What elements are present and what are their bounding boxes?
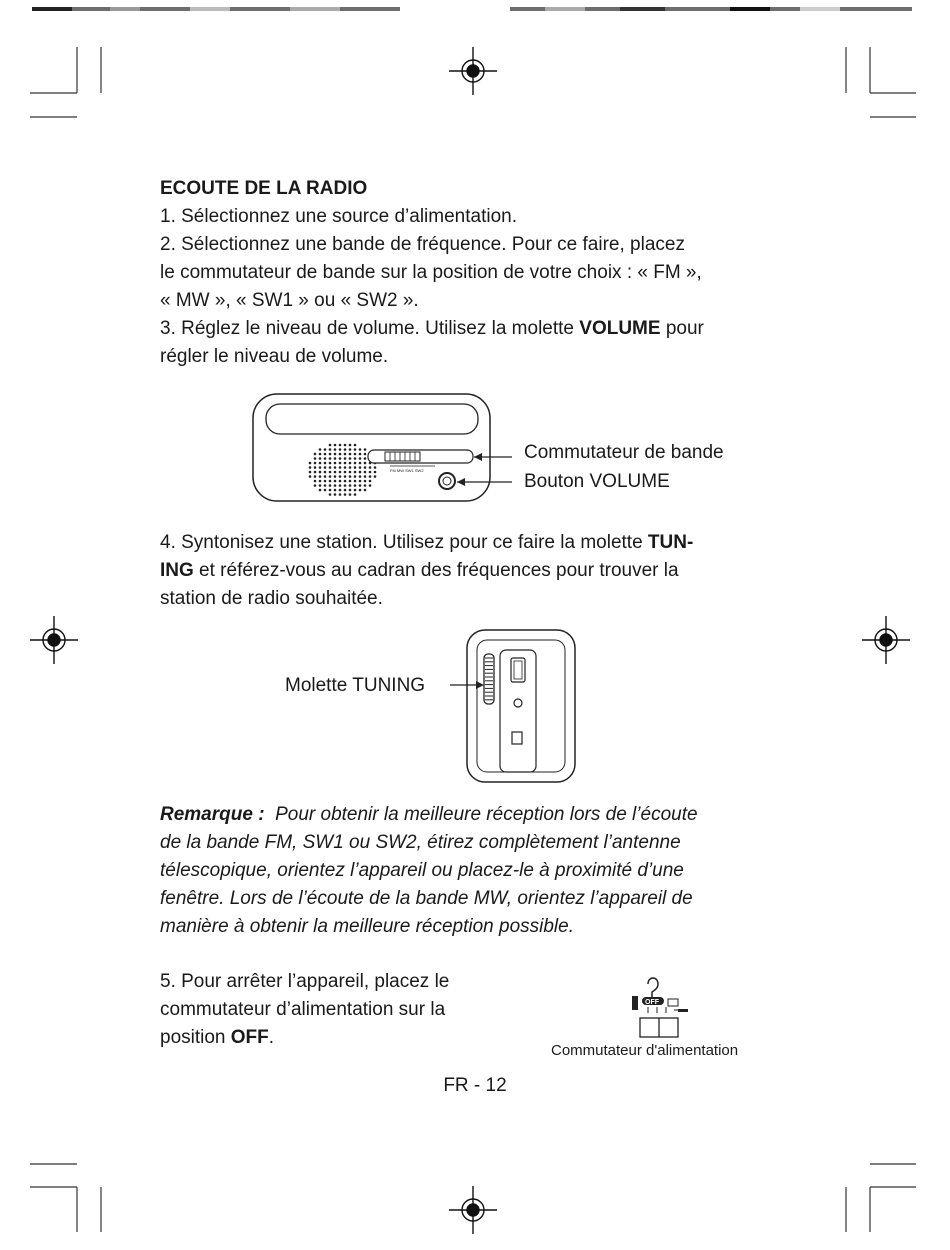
step-4 [160, 529, 800, 613]
note-line-2: de la bande FM, SW1 ou SW2, étirez complètement l’antenne [160, 832, 681, 853]
note-line-4: fenêtre. Lors de l’écoute de la bande MW, orientez l’appareil de [160, 888, 693, 909]
steps-1-3 [160, 175, 800, 371]
power-switch-illustration [618, 970, 718, 1040]
power-switch-label: Commutateur d'alimentation [551, 1042, 739, 1059]
note-line-3: télescopique, orientez l’appareil ou placez-le à proximité d’une [160, 860, 684, 881]
step-5-line-3: position OFF. [160, 1027, 275, 1048]
step-3-line-1: 3. Réglez le niveau de volume. Utilisez la molette VOLUME pour [160, 318, 704, 339]
step-2-line-1: 2. Sélectionnez une bande de fréquence. Pour ce faire, placez [160, 234, 685, 255]
band-switch-label: Commutateur de bande [524, 442, 724, 463]
step-2-line-3: « MW », « SW1 » ou « SW2 ». [160, 290, 419, 311]
step-5 [160, 968, 540, 1052]
note [160, 801, 800, 941]
note-label: Remarque : [160, 804, 265, 825]
step-4-line-3: station de radio souhaitée. [160, 588, 383, 609]
power-off-text: OFF [645, 999, 659, 1006]
note-line-1: Remarque : Pour obtenir la meilleure réception lors de l’écoute [160, 804, 698, 825]
step-2-line-2: le commutateur de bande sur la position de votre choix : « FM », [160, 262, 702, 283]
step-5-line-2: commutateur d’alimentation sur la [160, 999, 446, 1020]
tuning-wheel-label: Molette TUNING [285, 675, 426, 696]
step-4-line-2: ING et référez-vous au cadran des fréquences pour trouver la [160, 560, 679, 581]
step-4-line-1: 4. Syntonisez une station. Utilisez pour ce faire la molette TUN- [160, 532, 694, 553]
tuning-side-illustration [440, 628, 740, 788]
section-title: ECOUTE DE LA RADIO [160, 178, 368, 199]
note-line-5: manière à obtenir la meilleure réception possible. [160, 916, 575, 937]
volume-knob-label: Bouton VOLUME [524, 471, 670, 492]
page-number: FR - 12 [443, 1075, 507, 1096]
svg-text:FM MW SW1 SW2: FM MW SW1 SW2 [390, 468, 424, 473]
step-5-line-1: 5. Pour arrêter l’appareil, placez le [160, 971, 450, 992]
step-3-line-2: régler le niveau de volume. [160, 346, 389, 367]
step-1: 1. Sélectionnez une source d’alimentation. [160, 206, 518, 227]
